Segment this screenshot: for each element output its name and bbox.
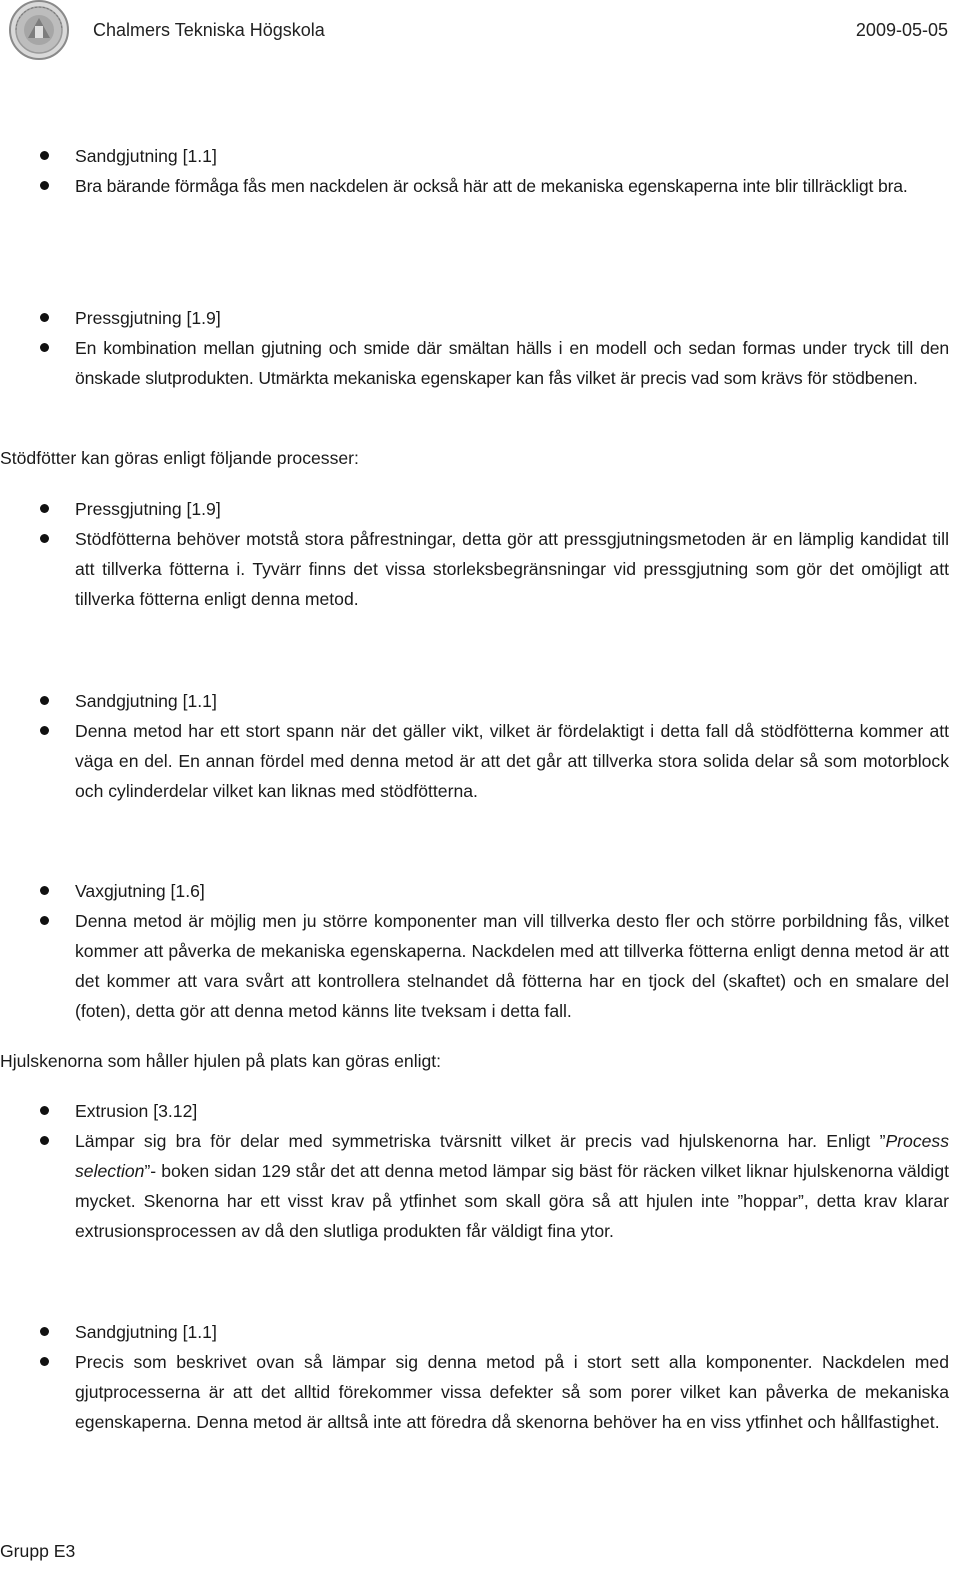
list-item: [0, 494, 949, 524]
list-item: [0, 333, 949, 393]
process-name: Vaxgjutning [1.6]: [75, 881, 205, 901]
process-list-sandgjutning-2: [0, 686, 960, 806]
bullet-icon: [40, 726, 49, 735]
book-title: Process selection: [75, 1131, 949, 1181]
section-lead-stodfotter: Stödfötter kan göras enligt följande processer:: [0, 448, 359, 468]
bullet-icon: [40, 504, 49, 513]
list-item: [0, 141, 949, 171]
description-suffix: ”- boken sidan 129 står det att denna metod lämpar sig bäst för räcken vilket liknar hjulskenorna väldigt mycket. Skenorna har ett visst krav på ytfinhet som skall göra så att hjulen inte ”hoppar”, detta krav klarar extrusionsprocessen av då den slutliga produkten får väldigt fina ytor.: [75, 1161, 949, 1241]
bullet-icon: [40, 151, 49, 160]
process-name: Sandgjutning [1.1]: [75, 691, 217, 711]
list-item: [0, 1347, 949, 1437]
bullet-icon: [40, 1136, 49, 1145]
process-description: Precis som beskrivet ovan så lämpar sig denna metod på i stort sett alla komponenter. Nackdelen med gjutprocesserna är att det alltid förekommer vissa defekter så som porer vilket kan påverka de mekaniska egenskaperna. Denna metod är alltså inte att föredra då skenorna behöver ha en viss ytfinhet och hållfastighet.: [75, 1352, 949, 1432]
process-description: Bra bärande förmåga fås men nackdelen är också här att de mekaniska egenskaperna inte blir tillräckligt bra.: [75, 176, 908, 196]
list-item: [0, 1096, 949, 1126]
list-item: [0, 716, 949, 806]
process-name: Pressgjutning [1.9]: [75, 308, 221, 328]
list-item: [0, 303, 949, 333]
list-item: [0, 524, 949, 614]
page-header: [0, 0, 960, 62]
header-date: 2009-05-05: [855, 20, 948, 40]
bullet-icon: [40, 313, 49, 322]
process-name: Sandgjutning [1.1]: [75, 1322, 217, 1342]
bullet-icon: [40, 1106, 49, 1115]
bullet-icon: [40, 1357, 49, 1366]
process-description: Denna metod är möjlig men ju större komponenter man vill tillverka desto fler och större porbildning fås, vilket kommer att påverka de mekaniska egenskaperna. Nackdelen med att tillverka fötterna enligt denna metod är att det kommer att vara svårt att kontrollera stelnandet då fötterna har en tjock del (skaftet) och en smalare del (foten), detta gör att denna metod känns lite tveksam i detta fall.: [75, 911, 949, 1021]
list-item: [0, 1126, 949, 1246]
process-name: Extrusion [3.12]: [75, 1101, 198, 1121]
bullet-icon: [40, 1327, 49, 1336]
list-item: [0, 906, 949, 1026]
process-list-pressgjutning-2: [0, 494, 960, 614]
process-list-vaxgjutning: [0, 876, 960, 1026]
process-list-pressgjutning-1: [0, 303, 960, 393]
list-item: [0, 1317, 949, 1347]
process-description: En kombination mellan gjutning och smide där smältan hälls i en modell och sedan formas under tryck till den önskade slutprodukten. Utmärkta mekaniska egenskaper kan fås vilket är precis vad som krävs för stödbenen.: [75, 338, 949, 388]
list-item: [0, 171, 949, 201]
chalmers-seal-icon: [6, 0, 72, 62]
process-list-sandgjutning-1: [0, 141, 960, 201]
bullet-icon: [40, 181, 49, 190]
header-organization: Chalmers Tekniska Högskola: [93, 20, 325, 40]
list-item: [0, 876, 949, 906]
process-list-extrusion: [0, 1096, 960, 1246]
section-lead-hjulskenor: Hjulskenorna som håller hjulen på plats kan göras enligt:: [0, 1051, 442, 1071]
bullet-icon: [40, 886, 49, 895]
process-name: Sandgjutning [1.1]: [75, 146, 217, 166]
process-description: [75, 1131, 949, 1241]
bullet-icon: [40, 696, 49, 705]
process-description: Stödfötterna behöver motstå stora påfrestningar, detta gör att pressgjutningsmetoden är en lämplig kandidat till att tillverka fötterna i. Tyvärr finns det vissa storleksbegränsningar vid pressgjutning som gör det omöjligt att tillverka fötterna enligt denna metod.: [75, 529, 949, 609]
page-footer: Grupp E3: [0, 1541, 76, 1561]
process-name: Pressgjutning [1.9]: [75, 499, 221, 519]
bullet-icon: [40, 343, 49, 352]
list-item: [0, 686, 949, 716]
description-prefix: Lämpar sig bra för delar med symmetriska tvärsnitt vilket är precis vad hjulskenorna har. Enligt ”: [75, 1131, 886, 1151]
bullet-icon: [40, 916, 49, 925]
bullet-icon: [40, 534, 49, 543]
process-description: Denna metod har ett stort spann när det gäller vikt, vilket är fördelaktigt i detta fall då stödfötterna kommer att väga en del. En annan fördel med denna metod är att det går att tillverka stora solida delar så som motorblock och cylinderdelar vilket kan liknas med stödfötterna.: [75, 721, 949, 801]
process-list-sandgjutning-3: [0, 1317, 960, 1437]
